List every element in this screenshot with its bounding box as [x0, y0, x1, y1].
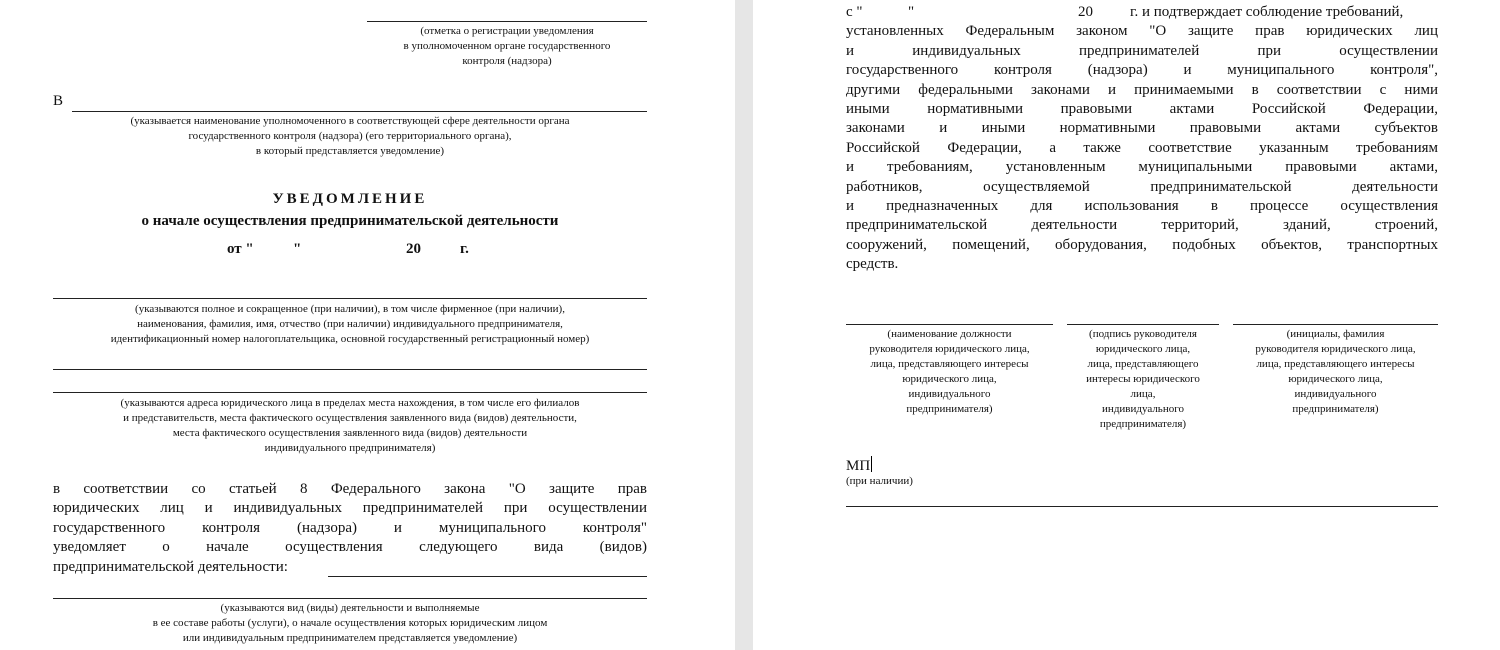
document-page-right[interactable] [753, 0, 1500, 650]
recipient-label: В [53, 93, 64, 109]
bottom-separator-line [846, 506, 1438, 507]
address-note: (указываются адреса юридического лица в пределах места нахождения, в том числе его филиалов и представительств, места фактического осуществления заявленного вида (видов) деятельности, места фактического осуществления заявленного вида (видов) деятельности индивидуального предпринимателя) [120, 397, 580, 454]
sig-position-line [846, 324, 1053, 325]
sig-name-note: (инициалы, фамилия руководителя юридического лица, лица, представляющего интересы юридического лица, индивидуального предпринимателя) [1255, 328, 1416, 415]
stamp-note: (при наличии) [846, 475, 913, 487]
sig-signature-note: (подпись руководителя юридического лица, лица, представляющего интересы юридического лица, индивидуального предпринимателя) [1086, 328, 1200, 430]
address-line-1 [53, 369, 647, 370]
stamp-label[interactable]: МП [846, 458, 871, 474]
compliance-date-line: с " " 20 г. и подтверждает соблюдение требований, [846, 4, 1404, 20]
text-cursor [871, 456, 872, 472]
entity-note: (указываются полное и сокращенное (при наличии), в том числе фирменное (при наличии), наименования, фамилия, имя, отчество (при наличии) индивидуального предпринимателя, идентификационный номер налогоплательщика, основной государственный регистрационный номер) [110, 303, 590, 345]
sig-position-note: (наименование должности руководителя юридического лица, лица, представляющего интересы юридического лица, индивидуального предпринимателя) [869, 328, 1030, 415]
registration-note: (отметка о регистрации уведомления в уполномоченном органе государственного контроля (надзора) [403, 25, 611, 67]
document-title: УВЕДОМЛЕНИЕ [272, 191, 428, 207]
authority-note: (указывается наименование уполномоченного в соответствующей сфере деятельности органа государственного контроля (надзора) (его территориального органа), в который представляется уведомление) [130, 115, 570, 157]
entity-name-line [53, 298, 647, 299]
address-line-2 [53, 392, 647, 393]
activity-note: (указываются вид (виды) деятельности и выполняемые в ее составе работы (услуги), о начале осуществления которых юридическим лицом или индивидуальным предпринимателем представляется уведомление) [152, 602, 548, 644]
document-page-left[interactable] [0, 0, 735, 650]
activity-type-line [328, 576, 647, 577]
document-subtitle: о начале осуществления предпринимательской деятельности [141, 213, 559, 229]
notification-body: в соответствии со статьей 8 Федерального закона "О защите прав юридических лиц и индивидуальных предпринимателей при осуществлении государственного контроля (надзора) и муниципального контроля" уведомляет о начале осуществления следующего вида (видов) предпринимательской деятельности: [53, 481, 647, 575]
registration-mark-line [367, 21, 647, 22]
activity-type-line-2 [53, 598, 647, 599]
sig-signature-line [1067, 324, 1219, 325]
compliance-body: с " " 20 г. и подтверждает соблюдение требований, установленных Федеральным законом "О защите прав юридических лиц и индивидуальных предпринимателей при осуществлении государственного контроля (надзора) и муниципального контроля", другими федеральными законами и принимаемыми в соответствии с ними иными нормативными правовыми актами Российской Федерации, законами и иными нормативными правовыми актами субъектов Российской Федерации, а также соответствие указанным требованиям и требованиям, установленным муниципальными правовыми актами, работников, осуществляемой предпринимательской деятельности и предназначенных для использования в процессе осуществления предпринимательской деятельности территорий, зданий, строений, сооружений, помещений, оборудования, подобных объектов, транспортных средств. [846, 4, 1438, 273]
document-date: от " " 20 г. [227, 241, 469, 257]
page-gutter [735, 0, 753, 650]
sig-name-line [1233, 324, 1438, 325]
recipient-authority-line [72, 111, 647, 112]
